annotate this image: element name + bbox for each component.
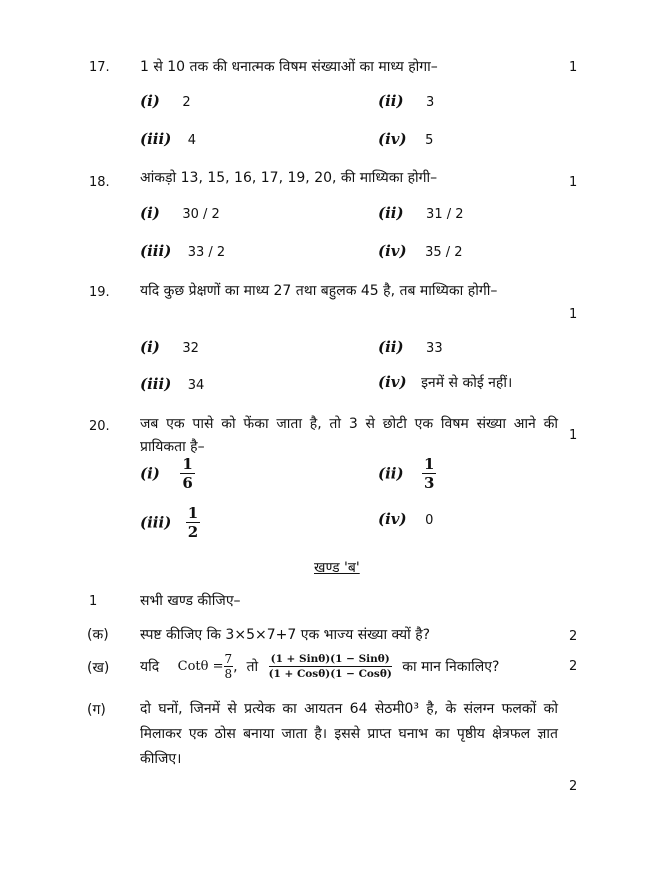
marks-17: 1 [569,60,578,75]
option-17-i [140,92,191,110]
option-value: 33 [426,341,443,356]
fraction-denominator: 6 [182,474,193,492]
option-label: (i) [140,338,160,356]
section-question-number: 1 [89,594,98,609]
option-19-iii [140,375,204,393]
cot-numerator: 7 [224,652,233,666]
option-label: (i) [140,92,160,110]
trig-numerator: (1 + Sinθ)(1 − Sinθ) [269,652,392,667]
question-text-19: यदि कुछ प्रेक्षणों का माध्य 27 तथा बहुलक 45 है, तब माध्यिका होगी– [140,283,498,299]
fraction-denominator: 2 [187,523,199,541]
option-19-ii [378,338,443,356]
option-value: इनमें से कोई नहीं। [421,375,513,391]
option-label: (ii) [378,92,404,110]
option-label: (ii) [378,464,404,483]
option-18-iii [140,242,225,260]
option-19-i [140,338,199,356]
marks-20: 1 [569,428,578,443]
kha-to: , तो [233,659,259,675]
option-label: (iv) [378,242,407,260]
trig-expression [269,652,392,681]
option-label: (ii) [378,338,404,356]
question-number-17: 17. [89,60,110,75]
kha-prefix: यदि [140,659,160,675]
part-text-kha [140,652,499,681]
fraction-denominator: 3 [424,474,435,492]
cot-fraction [224,652,234,681]
section-instruction: सभी खण्ड कीजिए– [140,593,241,609]
marks-ga: 2 [569,779,578,794]
option-value: 3 [426,95,435,110]
option-label: (iv) [378,130,407,148]
marks-19: 1 [569,307,578,322]
part-text-ga: दो घनों, जिनमें से प्रत्येक का आयतन 64 सेठमी0³ है, के संलग्न फलकों को मिलाकर एक ठोस बनाया जाता है। इससे प्राप्त घनाभ का पृष्ठीय क्षेत्रफल ज्ञात कीजिए। [140,701,558,767]
option-17-ii [378,92,434,110]
option-18-i [140,204,220,222]
fraction [422,455,436,492]
fraction [180,455,194,492]
marks-kha: 2 [569,659,578,674]
option-label: (iii) [140,130,172,148]
fraction-numerator: 1 [182,455,193,473]
question-text-20: जब एक पासे को फेंका जाता है, तो 3 से छोटी एक विषम संख्या आने की प्रायिकता है– [140,416,558,455]
question-number-19: 19. [89,285,110,300]
option-label: (iii) [140,513,172,532]
option-value: 30 / 2 [182,207,220,222]
option-17-iii [140,130,196,148]
question-number-20: 20. [89,419,110,434]
option-value: 0 [425,513,434,528]
part-label-ga: (ग) [87,702,106,718]
question-number-18: 18. [89,175,110,190]
marks-18: 1 [569,175,578,190]
fraction [186,504,200,541]
question-text-18: आंकड़ो 13, 15, 16, 17, 19, 20, की माध्यिका होगी– [140,170,438,186]
part-label-ka: (क) [87,627,109,643]
option-value: 5 [425,133,434,148]
option-label: (iii) [140,375,172,393]
fraction-numerator: 1 [424,455,435,473]
option-19-iv [378,373,512,392]
kha-suffix: का मान निकालिए? [402,659,500,675]
option-value: 31 / 2 [426,207,464,222]
option-label: (ii) [378,204,404,222]
option-value: 32 [182,341,199,356]
option-label: (i) [140,204,160,222]
cot-denominator: 8 [224,667,233,681]
option-18-iv [378,242,463,260]
option-label: (i) [140,464,160,483]
option-value: 34 [187,378,205,393]
option-label: (iv) [378,373,407,391]
fraction-numerator: 1 [187,504,199,522]
marks-ka: 2 [569,629,578,644]
option-20-iv [378,510,433,528]
part-text-ka: स्पष्ट कीजिए कि 3×5×7+7 एक भाज्य संख्या क्यों है? [140,627,431,643]
option-18-ii [378,204,464,222]
part-label-kha: (ख) [87,660,110,676]
option-20-iii [140,504,200,541]
trig-denominator: (1 + Cosθ)(1 − Cosθ) [268,668,392,680]
section-heading: खण्ड 'ब' [314,560,360,576]
option-label: (iv) [378,510,407,528]
cot-lhs: Cotθ = [177,659,224,674]
option-20-ii [378,455,436,492]
option-value: 2 [182,95,191,110]
option-label: (iii) [140,242,172,260]
option-value: 35 / 2 [425,245,463,260]
option-value: 4 [187,133,197,148]
question-text-17: 1 से 10 तक की धनात्मक विषम संख्याओं का माध्य होगा– [140,59,438,75]
option-20-i [140,455,195,492]
option-17-iv [378,130,433,148]
option-value: 33 / 2 [187,245,226,260]
